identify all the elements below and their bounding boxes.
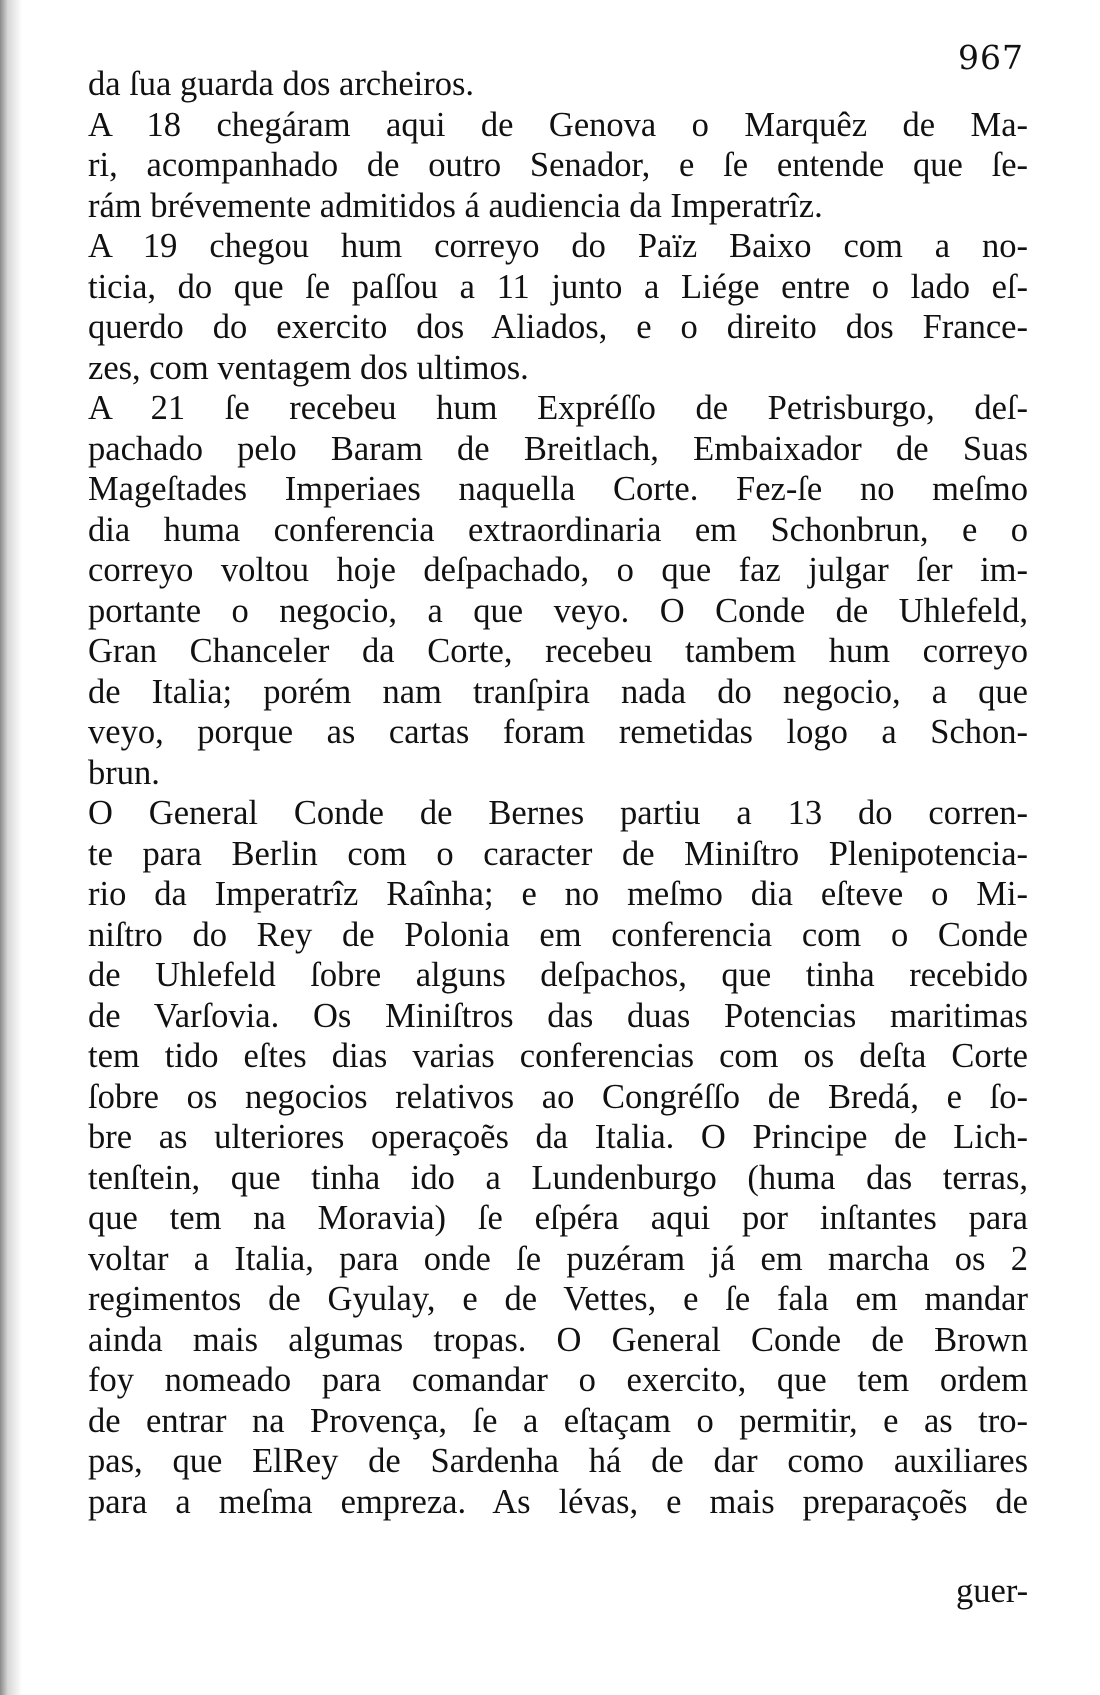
text-line: regimentos de Gyulay, e de Vettes, e ſe fala em mandar [88,1280,1028,1318]
text-line: Gran Chanceler da Corte, recebeu tambem hum correyo [88,632,1028,670]
text-line: niſtro do Rey de Polonia em conferencia com o Conde [88,915,1028,954]
text-line: pas, que ElRey de Sardenha há de dar como auxiliares [88,1442,1028,1480]
text-line: foy nomeado para comandar o exercito, que tem ordem [88,1361,1028,1399]
text-line: ri, acompanhado de outro Senador, e ſe entende que ſe- [88,146,1028,184]
body-text [88,64,1028,1522]
text-line: de Varſovia. Os Miniſtros das duas Potencias maritimas [88,996,1028,1035]
text-line: de entrar na Provença, ſe a eſtaçam o permitir, e as tro- [88,1401,1028,1440]
text-line: A 18 chegáram aqui de Genova o Marquêz de Ma- [88,105,1028,144]
text-line: ticia, do que ſe paſſou a 11 junto a Liége entre o lado eſ- [88,267,1028,306]
text-line: rio da Imperatrîz Raînha; e no meſmo dia eſteve o Mi- [88,875,1028,913]
text-line: brun. [88,753,160,792]
page-edge-shadow [0,0,22,1695]
text-line: O General Conde de Bernes partiu a 13 do corren- [88,794,1028,832]
text-line: correyo voltou hoje deſpachado, o que faz julgar ſer im- [88,551,1028,589]
text-line: veyo, porque as cartas foram remetidas logo a Schon- [88,713,1028,751]
text-line: de Uhlefeld ſobre alguns deſpachos, que tinha recebido [88,956,1028,994]
text-line: A 21 ſe recebeu hum Expréſſo de Petrisburgo, deſ- [88,389,1028,427]
text-line: ainda mais algumas tropas. O General Conde de Brown [88,1320,1028,1359]
text-line: Mageſtades Imperiaes naquella Corte. Fez-ſe no meſmo [88,470,1028,508]
text-line: da ſua guarda dos archeiros. [88,65,475,103]
catchword: guer- [956,1572,1029,1610]
text-line: dia huma conferencia extraordinaria em Schonbrun, e o [88,510,1028,549]
text-line: te para Berlin com o caracter de Miniſtro Plenipotencia- [88,834,1028,873]
text-line: pachado pelo Baram de Breitlach, Embaixador de Suas [88,429,1028,468]
text-line: querdo do exercito dos Aliados, e o direito dos France- [88,308,1028,346]
text-line: para a meſma empreza. As lévas, e mais preparaçoẽs de [88,1482,1028,1521]
text-line: A 19 chegou hum correyo do Païz Baixo com a no- [88,227,1028,265]
text-line: portante o negocio, a que veyo. O Conde de Uhlefeld, [88,591,1028,630]
page-number: 967 [958,38,1024,77]
text-line: zes, com ventagem dos ultimos. [88,348,529,387]
text-line: tem tido eſtes dias varias conferencias com os deſta Corte [88,1037,1028,1075]
text-line: tenſtein, que tinha ido a Lundenburgo (huma das terras, [88,1158,1028,1197]
text-line: bre as ulteriores operaçoẽs da Italia. O Principe de Lich- [88,1118,1028,1156]
text-line: de Italia; porém nam tranſpira nada do negocio, a que [88,672,1028,711]
text-line: rám brévemente admitidos á audiencia da Imperatrîz. [88,186,823,225]
text-line: que tem na Moravia) ſe eſpéra aqui por inſtantes para [88,1199,1028,1237]
text-line: voltar a Italia, para onde ſe puzéram já em marcha os 2 [88,1239,1028,1278]
text-line: ſobre os negocios relativos ao Congréſſo de Bredá, e ſo- [88,1077,1028,1116]
